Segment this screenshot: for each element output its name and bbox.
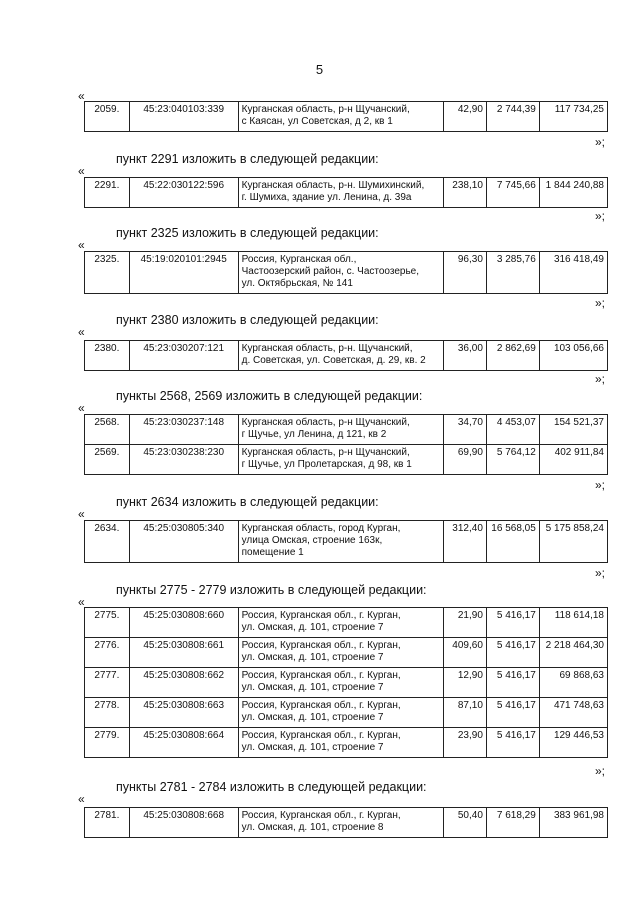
amendment-table: [84, 177, 608, 208]
cadastral-number: 45:23:030238:230: [129, 445, 238, 475]
address-line: Россия, Курганская обл., г. Курган,: [241, 640, 401, 651]
address: [238, 668, 444, 698]
area: 87,10: [444, 698, 487, 728]
address: [238, 252, 444, 294]
amendment-table: [84, 251, 608, 294]
address-line: ул. Омская, д. 101, строение 7: [241, 742, 384, 753]
cadastral-number: 45:25:030808:668: [129, 808, 238, 838]
section-heading: пункт 2291 изложить в следующей редакции:: [116, 152, 379, 166]
total-value: 1 844 240,88: [539, 178, 607, 208]
section-heading: пункт 2380 изложить в следующей редакции:: [116, 313, 379, 327]
amendment-table: [84, 101, 608, 132]
cadastral-number: 45:22:030122:596: [129, 178, 238, 208]
total-value: 5 175 858,24: [539, 521, 607, 563]
address-line: Курганская область, р-н. Шумихинский,: [241, 180, 425, 191]
unit-value: 2 862,69: [486, 341, 539, 371]
total-value: 117 734,25: [539, 102, 607, 132]
quote-open: «: [78, 401, 85, 415]
address: [238, 808, 444, 838]
cadastral-number: 45:23:040103:339: [129, 102, 238, 132]
table-row: [85, 445, 608, 475]
table-row: [85, 341, 608, 371]
row-number: 2634.: [85, 521, 130, 563]
unit-value: 16 568,05: [486, 521, 539, 563]
area: 34,70: [444, 415, 487, 445]
cadastral-number: 45:25:030808:660: [129, 608, 238, 638]
quote-close: »;: [595, 566, 606, 580]
address-line: ул. Омская, д. 101, строение 7: [241, 712, 384, 723]
row-number: 2775.: [85, 608, 130, 638]
unit-value: 5 764,12: [486, 445, 539, 475]
address: [238, 728, 444, 758]
table-row: [85, 608, 608, 638]
unit-value: 3 285,76: [486, 252, 539, 294]
quote-open: «: [78, 89, 85, 103]
address-line: Курганская область, р-н. Щучанский,: [241, 343, 413, 354]
address-line: Россия, Курганская обл., г. Курган,: [241, 730, 401, 741]
quote-close: »;: [595, 135, 606, 149]
unit-value: 5 416,17: [486, 608, 539, 638]
unit-value: 5 416,17: [486, 698, 539, 728]
address-line: Россия, Курганская обл., г. Курган,: [241, 810, 401, 821]
address: [238, 445, 444, 475]
address: [238, 521, 444, 563]
address-line: Россия, Курганская обл., г. Курган,: [241, 610, 401, 621]
address-line: с Каясан, ул Советская, д 2, кв 1: [241, 116, 393, 127]
address: [238, 178, 444, 208]
row-number: 2568.: [85, 415, 130, 445]
quote-open: «: [78, 325, 85, 339]
address-line: г Щучье, ул Ленина, д 121, кв 2: [241, 429, 387, 440]
row-number: 2777.: [85, 668, 130, 698]
row-number: 2778.: [85, 698, 130, 728]
address-line: Россия, Курганская обл., г. Курган,: [241, 670, 401, 681]
address-line: ул. Омская, д. 101, строение 8: [241, 822, 384, 833]
table-row: [85, 728, 608, 758]
address-line: улица Омская, строение 163к,: [241, 535, 383, 546]
unit-value: 4 453,07: [486, 415, 539, 445]
row-number: 2059.: [85, 102, 130, 132]
unit-value: 7 618,29: [486, 808, 539, 838]
area: 238,10: [444, 178, 487, 208]
row-number: 2776.: [85, 638, 130, 668]
quote-open: «: [78, 595, 85, 609]
amendment-table: [84, 807, 608, 838]
cadastral-number: 45:25:030805:340: [129, 521, 238, 563]
section-heading: пункт 2634 изложить в следующей редакции:: [116, 495, 379, 509]
total-value: 69 868,63: [539, 668, 607, 698]
address-line: Частоозерский район, с. Частоозерье,: [241, 266, 420, 277]
address-line: Курганская область, р-н Щучанский,: [241, 417, 410, 428]
area: 312,40: [444, 521, 487, 563]
address-line: Курганская область, р-н Щучанский,: [241, 447, 410, 458]
total-value: 118 614,18: [539, 608, 607, 638]
address-line: д. Советская, ул. Советская, д. 29, кв. 2: [241, 355, 426, 366]
total-value: 383 961,98: [539, 808, 607, 838]
amendment-table: [84, 520, 608, 563]
area: 42,90: [444, 102, 487, 132]
cadastral-number: 45:19:020101:2945: [129, 252, 238, 294]
unit-value: 2 744,39: [486, 102, 539, 132]
address-line: Курганская область, р-н Щучанский,: [241, 104, 410, 115]
address: [238, 638, 444, 668]
section-heading: пункт 2325 изложить в следующей редакции:: [116, 226, 379, 240]
area: 12,90: [444, 668, 487, 698]
table-row: [85, 415, 608, 445]
cadastral-number: 45:25:030808:663: [129, 698, 238, 728]
address: [238, 102, 444, 132]
table-row: [85, 638, 608, 668]
area: 50,40: [444, 808, 487, 838]
quote-open: «: [78, 792, 85, 806]
quote-close: »;: [595, 209, 606, 223]
address-line: ул. Октябрьская, № 141: [241, 278, 353, 289]
page-number: 5: [315, 62, 324, 77]
address-line: ул. Омская, д. 101, строение 7: [241, 682, 384, 693]
quote-open: «: [78, 164, 85, 178]
total-value: 402 911,84: [539, 445, 607, 475]
row-number: 2325.: [85, 252, 130, 294]
unit-value: 5 416,17: [486, 728, 539, 758]
table-row: [85, 252, 608, 294]
quote-close: »;: [595, 296, 606, 310]
quote-close: »;: [595, 478, 606, 492]
row-number: 2380.: [85, 341, 130, 371]
area: 23,90: [444, 728, 487, 758]
cadastral-number: 45:23:030237:148: [129, 415, 238, 445]
amendment-table: [84, 414, 608, 475]
address-line: Курганская область, город Курган,: [241, 523, 401, 534]
quote-close: »;: [595, 764, 606, 778]
total-value: 471 748,63: [539, 698, 607, 728]
unit-value: 5 416,17: [486, 668, 539, 698]
address: [238, 341, 444, 371]
table-row: [85, 668, 608, 698]
table-row: [85, 102, 608, 132]
section-heading: пункты 2781 - 2784 изложить в следующей редакции:: [116, 780, 427, 794]
area: 36,00: [444, 341, 487, 371]
address-line: Россия, Курганская обл.,: [241, 254, 357, 265]
area: 21,90: [444, 608, 487, 638]
table-row: [85, 178, 608, 208]
row-number: 2291.: [85, 178, 130, 208]
total-value: 129 446,53: [539, 728, 607, 758]
address-line: помещение 1: [241, 547, 304, 558]
table-row: [85, 698, 608, 728]
total-value: 316 418,49: [539, 252, 607, 294]
row-number: 2569.: [85, 445, 130, 475]
address-line: Россия, Курганская обл., г. Курган,: [241, 700, 401, 711]
cadastral-number: 45:23:030207:121: [129, 341, 238, 371]
section-heading: пункты 2568, 2569 изложить в следующей редакции:: [116, 389, 423, 403]
quote-open: «: [78, 238, 85, 252]
total-value: 103 056,66: [539, 341, 607, 371]
total-value: 2 218 464,30: [539, 638, 607, 668]
area: 96,30: [444, 252, 487, 294]
cadastral-number: 45:25:030808:661: [129, 638, 238, 668]
address: [238, 415, 444, 445]
row-number: 2781.: [85, 808, 130, 838]
address-line: г Щучье, ул Пролетарская, д 98, кв 1: [241, 459, 412, 470]
cadastral-number: 45:25:030808:662: [129, 668, 238, 698]
table-row: [85, 808, 608, 838]
address-line: ул. Омская, д. 101, строение 7: [241, 652, 384, 663]
row-number: 2779.: [85, 728, 130, 758]
amendment-table: [84, 340, 608, 371]
area: 409,60: [444, 638, 487, 668]
cadastral-number: 45:25:030808:664: [129, 728, 238, 758]
unit-value: 7 745,66: [486, 178, 539, 208]
table-row: [85, 521, 608, 563]
quote-close: »;: [595, 372, 606, 386]
section-heading: пункты 2775 - 2779 изложить в следующей редакции:: [116, 583, 427, 597]
total-value: 154 521,37: [539, 415, 607, 445]
amendment-table: [84, 607, 608, 758]
quote-open: «: [78, 507, 85, 521]
unit-value: 5 416,17: [486, 638, 539, 668]
address: [238, 608, 444, 638]
address: [238, 698, 444, 728]
address-line: ул. Омская, д. 101, строение 7: [241, 622, 384, 633]
area: 69,90: [444, 445, 487, 475]
address-line: г. Шумиха, здание ул. Ленина, д. 39а: [241, 192, 412, 203]
